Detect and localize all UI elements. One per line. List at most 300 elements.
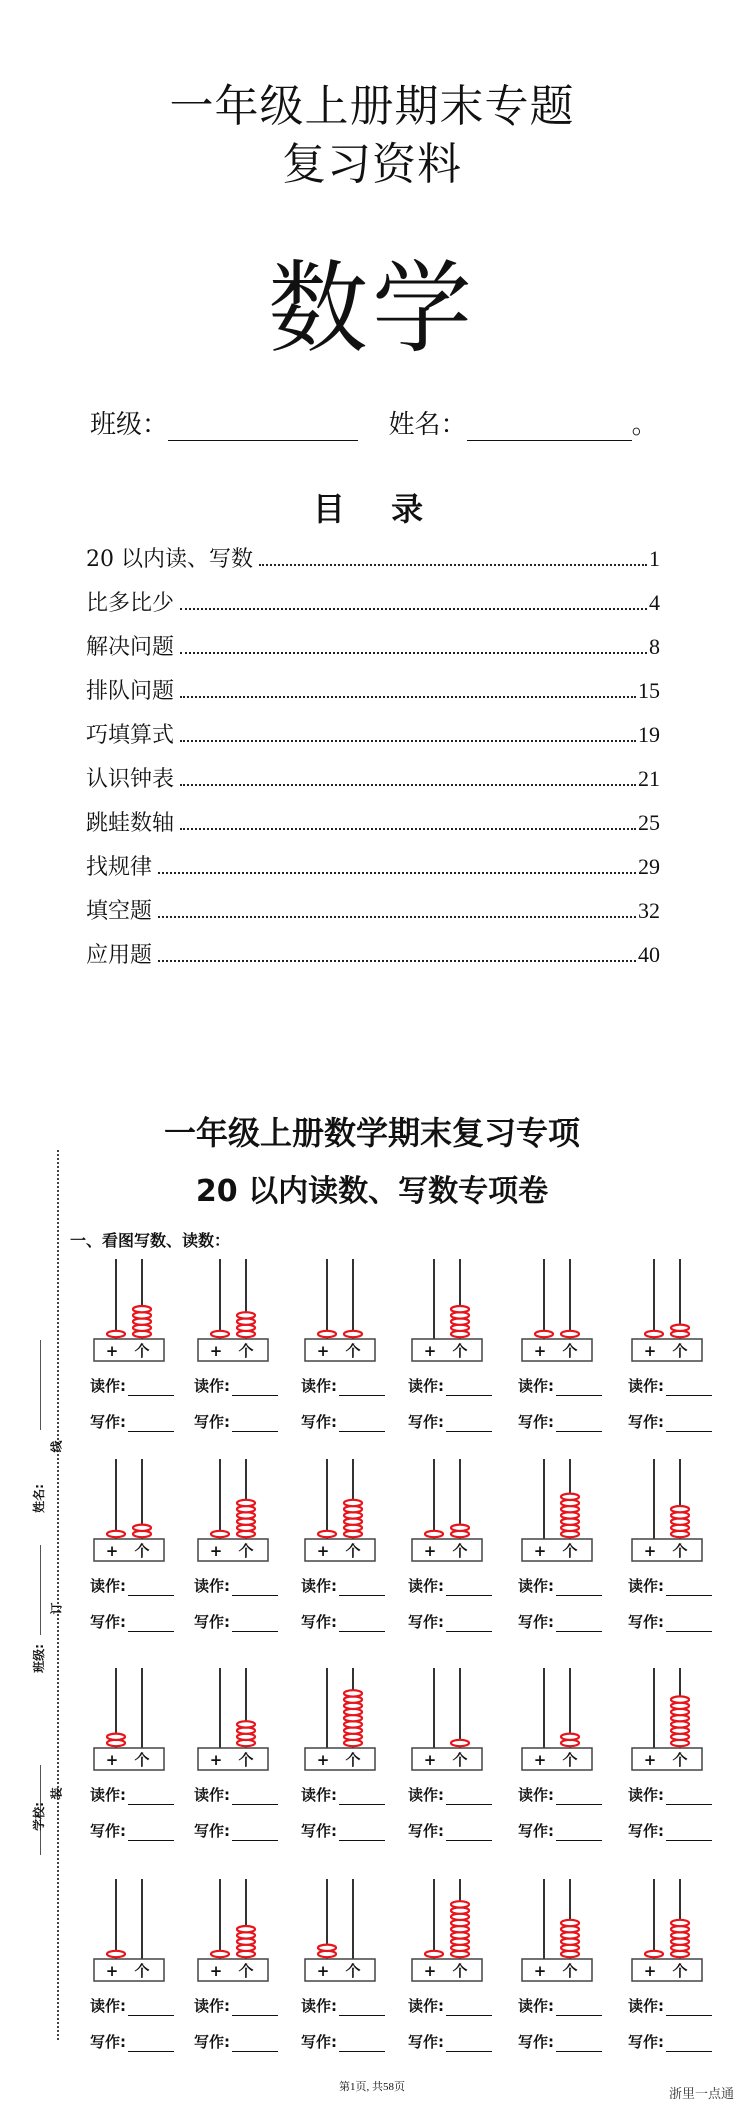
write-as-blank[interactable]: [339, 1826, 385, 1841]
abacus-bead: [133, 1306, 151, 1312]
abacus-bead: [645, 1331, 663, 1337]
write-as-blank[interactable]: [666, 1826, 712, 1841]
read-as-blank[interactable]: [232, 1790, 278, 1805]
write-as-blank[interactable]: [339, 1417, 385, 1432]
write-as-blank[interactable]: [339, 2037, 385, 2052]
read-as: [301, 1575, 385, 1596]
binding-mark: 订: [49, 1602, 64, 1615]
abacus-bead: [318, 1945, 336, 1951]
abacus-frame: [94, 1339, 164, 1361]
tens-label: +: [316, 1542, 330, 1560]
read-as: [408, 1995, 492, 2016]
abacus-bead: [671, 1696, 689, 1702]
abacus-svg: [520, 1875, 596, 1985]
abacus-bead: [318, 1531, 336, 1537]
write-as-blank[interactable]: [666, 1417, 712, 1432]
write-as: [301, 2031, 385, 2052]
read-as-label: 读作:: [518, 1577, 554, 1595]
abacus-svg: [410, 1255, 486, 1365]
write-as: [408, 1820, 492, 1841]
write-as-blank[interactable]: [556, 1826, 602, 1841]
binding-mark: 线: [49, 1440, 64, 1453]
section-title: 一、看图写数、读数：: [70, 1231, 231, 1250]
cover-title-line1: 一年级上册期末专题: [169, 81, 575, 132]
write-as: [518, 2031, 602, 2052]
toc-leader-dots: [180, 652, 647, 654]
ones-label: 个: [134, 1751, 150, 1769]
read-as: [408, 1784, 492, 1805]
abacus-bead: [535, 1331, 553, 1337]
toc-item[interactable]: [86, 850, 660, 886]
write-as-blank[interactable]: [666, 1617, 712, 1632]
read-as: [628, 1375, 712, 1396]
write-as-label: 写作:: [408, 1613, 444, 1631]
read-as-label: 读作:: [518, 1377, 554, 1395]
cover-subject: 数学: [268, 250, 476, 367]
write-as: [408, 1411, 492, 1432]
abacus-frame: [632, 1539, 702, 1561]
read-as-label: 读作:: [408, 1997, 444, 2015]
write-as: [90, 1611, 174, 1632]
ones-label: 个: [452, 1962, 468, 1980]
read-as-blank[interactable]: [666, 2001, 712, 2016]
abacus-frame: [198, 1959, 268, 1981]
toc-item-label: 巧填算式: [86, 723, 175, 748]
read-as-label: 读作:: [518, 1997, 554, 2015]
abacus-figure: [520, 1255, 596, 1365]
abacus-bead: [671, 1506, 689, 1512]
write-as-blank[interactable]: [556, 1417, 602, 1432]
write-as-label: 写作:: [194, 1822, 230, 1840]
tens-label: +: [643, 1751, 657, 1769]
binding-name-label: 姓名:: [31, 1484, 46, 1513]
ones-label: 个: [134, 1342, 150, 1360]
class-label: 班级：: [90, 410, 169, 440]
read-as-label: 读作:: [408, 1577, 444, 1595]
write-as-blank[interactable]: [446, 1417, 492, 1432]
abacus-bead: [107, 1734, 125, 1740]
abacus-bead: [344, 1690, 362, 1696]
cover-title-line2: 复习资料: [282, 139, 462, 190]
write-as-label: 写作:: [518, 2033, 554, 2051]
name-blank[interactable]: [467, 412, 632, 441]
read-as-blank[interactable]: [339, 1581, 385, 1596]
abacus-frame: [412, 1959, 482, 1981]
toc-item[interactable]: [86, 630, 660, 666]
write-as-label: 写作:: [628, 1613, 664, 1631]
read-as-label: 读作:: [518, 1786, 554, 1804]
read-as: [518, 1575, 602, 1596]
abacus-frame: [305, 1959, 375, 1981]
abacus-svg: [410, 1455, 486, 1565]
write-as: [301, 1611, 385, 1632]
write-as-label: 写作:: [194, 1413, 230, 1431]
abacus-frame: [198, 1748, 268, 1770]
write-as-blank[interactable]: [128, 2037, 174, 2052]
read-as-blank[interactable]: [556, 1581, 602, 1596]
read-as-label: 读作:: [301, 1577, 337, 1595]
read-as: [301, 1375, 385, 1396]
abacus-bead: [211, 1531, 229, 1537]
write-as-label: 写作:: [90, 1822, 126, 1840]
binding-class-blank[interactable]: [40, 1545, 41, 1635]
read-as: [518, 1375, 602, 1396]
abacus-frame: [632, 1748, 702, 1770]
read-as-label: 读作:: [628, 1377, 664, 1395]
toc-item-page: 1: [649, 546, 660, 571]
write-as: [408, 2031, 492, 2052]
toc-item-page: 21: [638, 766, 660, 791]
read-as-blank[interactable]: [666, 1581, 712, 1596]
toc-item[interactable]: [86, 674, 660, 710]
ones-label: 个: [345, 1542, 361, 1560]
ones-label: 个: [345, 1962, 361, 1980]
abacus-bead: [133, 1525, 151, 1531]
write-as-label: 写作:: [301, 1613, 337, 1631]
toc-leader-dots: [180, 740, 636, 742]
tens-label: +: [209, 1542, 223, 1560]
abacus-frame: [412, 1748, 482, 1770]
tens-label: +: [643, 1542, 657, 1560]
abacus-svg: [520, 1664, 596, 1774]
write-as-label: 写作:: [194, 2033, 230, 2051]
read-as: [518, 1784, 602, 1805]
abacus-bead: [561, 1920, 579, 1926]
ones-label: 个: [672, 1751, 688, 1769]
abacus-bead: [211, 1331, 229, 1337]
ones-label: 个: [452, 1542, 468, 1560]
write-as-blank[interactable]: [556, 2037, 602, 2052]
abacus-bead: [451, 1740, 469, 1746]
abacus-svg: [410, 1664, 486, 1774]
abacus-svg: [196, 1664, 272, 1774]
write-as: [301, 1820, 385, 1841]
abacus-frame: [522, 1339, 592, 1361]
write-as-blank[interactable]: [339, 1617, 385, 1632]
read-as-blank[interactable]: [232, 1581, 278, 1596]
binding-name-blank[interactable]: [40, 1340, 41, 1430]
write-as: [518, 1611, 602, 1632]
write-as-blank[interactable]: [232, 1417, 278, 1432]
write-as: [90, 1411, 174, 1432]
read-as: [90, 1375, 174, 1396]
write-as-blank[interactable]: [128, 1617, 174, 1632]
toc-item[interactable]: [86, 542, 660, 578]
write-as-label: 写作:: [301, 2033, 337, 2051]
toc-item[interactable]: [86, 938, 660, 974]
toc-leader-dots: [180, 608, 647, 610]
read-as-blank[interactable]: [128, 1581, 174, 1596]
tens-label: +: [533, 1962, 547, 1980]
abacus-bead: [107, 1951, 125, 1957]
abacus-bead: [344, 1500, 362, 1506]
tens-label: +: [209, 1962, 223, 1980]
binding-school-label: 学校:: [31, 1802, 46, 1831]
abacus-figure: [196, 1664, 272, 1774]
abacus-frame: [94, 1748, 164, 1770]
abacus-frame: [412, 1339, 482, 1361]
toc-leader-dots: [180, 784, 636, 786]
read-as: [194, 1575, 278, 1596]
abacus-figure: [630, 1255, 706, 1365]
abacus-figure: [630, 1664, 706, 1774]
ones-label: 个: [452, 1751, 468, 1769]
tens-label: +: [423, 1542, 437, 1560]
read-as-blank[interactable]: [446, 1581, 492, 1596]
tens-label: +: [423, 1342, 437, 1360]
toc-item-page: 25: [638, 810, 660, 835]
tens-label: +: [209, 1342, 223, 1360]
abacus-svg: [303, 1875, 379, 1985]
read-as-blank[interactable]: [339, 2001, 385, 2016]
read-as-blank[interactable]: [128, 1381, 174, 1396]
ones-label: 个: [238, 1342, 254, 1360]
toc-leader-dots: [158, 872, 636, 874]
abacus-frame: [198, 1339, 268, 1361]
write-as: [194, 1411, 278, 1432]
write-as: [194, 1820, 278, 1841]
abacus-svg: [92, 1255, 168, 1365]
write-as: [628, 1820, 712, 1841]
abacus-svg: [630, 1455, 706, 1565]
abacus-svg: [92, 1875, 168, 1985]
write-as-blank[interactable]: [446, 1826, 492, 1841]
read-as-label: 读作:: [194, 1786, 230, 1804]
abacus-figure: [410, 1875, 486, 1985]
write-as: [628, 1611, 712, 1632]
abacus-svg: [630, 1255, 706, 1365]
tens-label: +: [643, 1342, 657, 1360]
abacus-bead: [237, 1500, 255, 1506]
toc-item[interactable]: [86, 806, 660, 842]
write-as-blank[interactable]: [128, 1417, 174, 1432]
abacus-figure: [410, 1664, 486, 1774]
abacus-figure: [520, 1664, 596, 1774]
toc-item-page: 15: [638, 678, 660, 703]
read-as-blank[interactable]: [232, 1381, 278, 1396]
abacus-figure: [196, 1455, 272, 1565]
ones-label: 个: [672, 1542, 688, 1560]
write-as-blank[interactable]: [446, 1617, 492, 1632]
toc-item-label: 比多比少: [86, 591, 175, 616]
read-as-blank[interactable]: [232, 2001, 278, 2016]
read-as-label: 读作:: [301, 1377, 337, 1395]
tens-label: +: [105, 1751, 119, 1769]
read-as-blank[interactable]: [556, 1381, 602, 1396]
read-as-label: 读作:: [194, 1997, 230, 2015]
toc-leader-dots: [180, 828, 636, 830]
read-as-blank[interactable]: [446, 1381, 492, 1396]
toc-item-label: 认识钟表: [86, 767, 175, 792]
write-as-blank[interactable]: [232, 1826, 278, 1841]
read-as-blank[interactable]: [446, 1790, 492, 1805]
read-as: [90, 1575, 174, 1596]
abacus-svg: [303, 1255, 379, 1365]
write-as-label: 写作:: [408, 1413, 444, 1431]
abacus-svg: [520, 1455, 596, 1565]
read-as-label: 读作:: [90, 1377, 126, 1395]
read-as-blank[interactable]: [556, 2001, 602, 2016]
abacus-svg: [520, 1255, 596, 1365]
toc-leader-dots: [180, 696, 636, 698]
abacus-svg: [92, 1455, 168, 1565]
ones-label: 个: [562, 1751, 578, 1769]
ones-label: 个: [345, 1342, 361, 1360]
read-as: [628, 1995, 712, 2016]
abacus-bead: [451, 1901, 469, 1907]
write-as-label: 写作:: [90, 1413, 126, 1431]
toc-item-page: 19: [638, 722, 660, 747]
abacus-bead: [561, 1494, 579, 1500]
read-as-label: 读作:: [90, 1786, 126, 1804]
abacus-bead: [211, 1951, 229, 1957]
toc-item-page: 29: [638, 854, 660, 879]
page-number: 第1页, 共58页: [339, 2081, 405, 2093]
write-as-label: 写作:: [90, 2033, 126, 2051]
read-as: [301, 1784, 385, 1805]
read-as-blank[interactable]: [666, 1790, 712, 1805]
ones-label: 个: [562, 1962, 578, 1980]
read-as-blank[interactable]: [666, 1381, 712, 1396]
write-as: [194, 2031, 278, 2052]
read-as-label: 读作:: [194, 1577, 230, 1595]
write-as-label: 写作:: [518, 1613, 554, 1631]
toc-item-label: 排队问题: [86, 679, 175, 704]
tens-label: +: [105, 1962, 119, 1980]
abacus-figure: [630, 1875, 706, 1985]
ones-label: 个: [672, 1342, 688, 1360]
toc-item[interactable]: [86, 894, 660, 930]
binding-class-label: 班级:: [31, 1644, 46, 1673]
write-as-label: 写作:: [194, 1613, 230, 1631]
write-as: [628, 1411, 712, 1432]
abacus-figure: [92, 1875, 168, 1985]
read-as-label: 读作:: [194, 1377, 230, 1395]
ones-label: 个: [134, 1542, 150, 1560]
write-as: [90, 2031, 174, 2052]
abacus-frame: [522, 1539, 592, 1561]
ones-label: 个: [238, 1751, 254, 1769]
abacus-bead: [107, 1331, 125, 1337]
abacus-figure: [92, 1664, 168, 1774]
class-blank[interactable]: [168, 412, 358, 441]
read-as: [90, 1784, 174, 1805]
read-as-blank[interactable]: [128, 2001, 174, 2016]
tens-label: +: [423, 1751, 437, 1769]
abacus-frame: [632, 1959, 702, 1981]
write-as-label: 写作:: [408, 1822, 444, 1840]
write-as-blank[interactable]: [556, 1617, 602, 1632]
read-as-label: 读作:: [408, 1377, 444, 1395]
write-as-label: 写作:: [518, 1822, 554, 1840]
abacus-frame: [305, 1748, 375, 1770]
read-as: [628, 1784, 712, 1805]
write-as: [628, 2031, 712, 2052]
abacus-bead: [318, 1331, 336, 1337]
toc-item-page: 4: [649, 590, 660, 615]
read-as-label: 读作:: [628, 1577, 664, 1595]
read-as-blank[interactable]: [446, 2001, 492, 2016]
write-as: [408, 1611, 492, 1632]
read-as: [628, 1575, 712, 1596]
abacus-svg: [630, 1875, 706, 1985]
read-as-blank[interactable]: [339, 1790, 385, 1805]
abacus-bead: [451, 1525, 469, 1531]
abacus-figure: [410, 1455, 486, 1565]
ones-label: 个: [238, 1962, 254, 1980]
read-as-blank[interactable]: [556, 1790, 602, 1805]
abacus-svg: [92, 1664, 168, 1774]
tens-label: +: [423, 1962, 437, 1980]
toc-item-label: 找规律: [86, 855, 153, 880]
abacus-bead: [561, 1734, 579, 1740]
abacus-figure: [630, 1455, 706, 1565]
read-as-label: 读作:: [408, 1786, 444, 1804]
tens-label: +: [209, 1751, 223, 1769]
write-as-label: 写作:: [628, 1822, 664, 1840]
toc-item[interactable]: [86, 586, 660, 622]
write-as-label: 写作:: [628, 1413, 664, 1431]
read-as-blank[interactable]: [339, 1381, 385, 1396]
abacus-frame: [522, 1959, 592, 1981]
write-as: [90, 1820, 174, 1841]
read-as: [408, 1375, 492, 1396]
fields-end-mark: 。: [631, 410, 658, 440]
write-as-blank[interactable]: [666, 2037, 712, 2052]
toc-item[interactable]: [86, 762, 660, 798]
tens-label: +: [105, 1342, 119, 1360]
ones-label: 个: [238, 1542, 254, 1560]
abacus-frame: [198, 1539, 268, 1561]
ones-label: 个: [672, 1962, 688, 1980]
read-as: [518, 1995, 602, 2016]
read-as-label: 读作:: [90, 1577, 126, 1595]
toc-leader-dots: [158, 960, 636, 962]
write-as-label: 写作:: [628, 2033, 664, 2051]
toc-title: 目 录: [312, 490, 432, 528]
toc-item-page: 32: [638, 898, 660, 923]
write-as-blank[interactable]: [232, 1617, 278, 1632]
write-as-blank[interactable]: [128, 1826, 174, 1841]
read-as-label: 读作:: [301, 1997, 337, 2015]
abacus-figure: [520, 1455, 596, 1565]
ones-label: 个: [562, 1342, 578, 1360]
abacus-figure: [92, 1255, 168, 1365]
write-as-blank[interactable]: [232, 2037, 278, 2052]
write-as: [518, 1411, 602, 1432]
write-as: [518, 1820, 602, 1841]
toc-item-page: 8: [649, 634, 660, 659]
write-as-blank[interactable]: [446, 2037, 492, 2052]
tens-label: +: [533, 1751, 547, 1769]
abacus-figure: [303, 1664, 379, 1774]
worksheet-heading: 一年级上册数学期末复习专项: [163, 1114, 580, 1152]
abacus-svg: [303, 1455, 379, 1565]
abacus-bead: [645, 1951, 663, 1957]
binding-mark: 装: [49, 1787, 64, 1800]
abacus-svg: [196, 1875, 272, 1985]
read-as-label: 读作:: [90, 1997, 126, 2015]
name-label: 姓名：: [388, 410, 467, 440]
toc-item[interactable]: [86, 718, 660, 754]
tens-label: +: [316, 1751, 330, 1769]
toc-leader-dots: [158, 916, 636, 918]
read-as-blank[interactable]: [128, 1790, 174, 1805]
abacus-frame: [632, 1339, 702, 1361]
abacus-figure: [196, 1875, 272, 1985]
toc-item-label: 跳蛙数轴: [86, 811, 175, 836]
abacus-svg: [196, 1255, 272, 1365]
